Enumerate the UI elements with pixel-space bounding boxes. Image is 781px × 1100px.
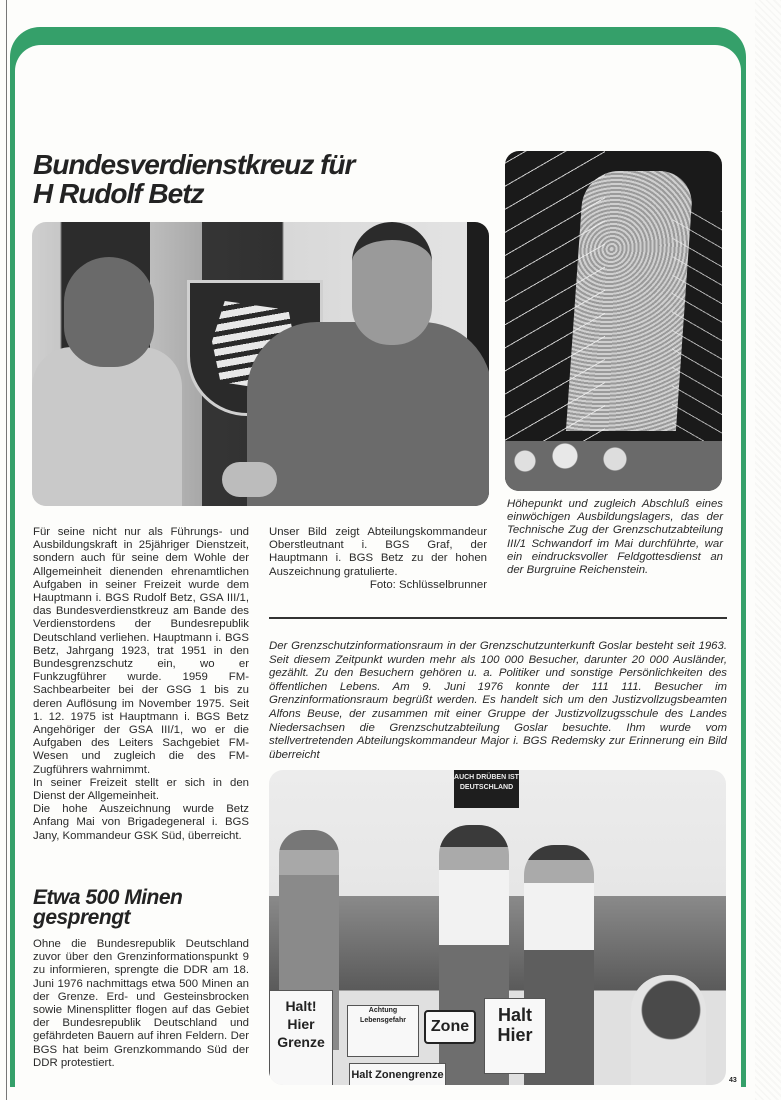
- mines-headline: Etwa 500 Minen gesprengt: [33, 886, 183, 929]
- castle-ruin-tower-photo: [505, 151, 722, 491]
- sign-auch-drueben: AUCH DRÜBEN IST DEUTSCHLAND: [454, 770, 519, 808]
- border-exhibit-photo: [269, 770, 726, 1085]
- binding-edge: [6, 0, 7, 1100]
- page-number: 43: [729, 1077, 737, 1084]
- article-headline: Bundesverdienstkreuz für H Rudolf Betz: [33, 149, 355, 209]
- frame-right-bar: [741, 57, 746, 1087]
- mines-article-text: Ohne die Bundesrepublik Deutschland zuvor über den Grenzinformationspunkt 9 zu informieren, sprengte die DDR am 18. Juni 1976 nachmittags etwa 500 Minen an der Grenze. Erd- und Gesteinsbrocken sowie Minensplitter flogen auf das Gebiet der Bundesrepublik Deutschland und gefährdeten Bauern auf ihren Feldern. Der BGS hat beim Grenzkommando Süd der DDR protestiert.: [33, 938, 249, 1069]
- sign-halt-hier-grenze: Halt! Hier Grenze: [269, 990, 333, 1085]
- sign-achtung: Achtung Lebensgefahr: [347, 1005, 419, 1057]
- tower-photo-caption: Höhepunkt und zugleich Abschluß eines einwöchigen Ausbildungslagers, das der Technische Zug der Grenzschutzabteilung III/1 Schwandorf im Mai durchführte, war ein eindrucksvoller Feldgottesdienst an der Burgruine Reichenstein.: [507, 498, 723, 577]
- sign-halt-zonengrenze: Halt Zonengrenze: [349, 1063, 446, 1085]
- adjacent-page-edge: [755, 0, 781, 1100]
- photo-caption: Unser Bild zeigt Abteilungskommandeur Oberstleutnant i. BGS Graf, der Hauptmann i. BGS Betz zu der hohen Auszeichnung gratulierte. Foto: Schlüsselbrunner: [269, 526, 487, 591]
- article-body-column-1: Für seine nicht nur als Führungs- und Ausbildungskraft in 25jähriger Dienstzeit, sondern auch für seine dem Wohle der Allgemeinheit dienenden ehrenamtlichen Aufgaben in seiner Freizeit wurde dem Hauptmann i. BGS Rudolf Betz, GSA III/1, das Bundesverdienstkreuz am Bande des Verdienstordens der Bundesrepublik Deutschland verliehen. Hauptmann i. BGS Betz, Jahrgang 1923, trat 1951 in den Bundesgrenzschutz ein, wo er Funkzugführer wurde. 1959 FM-Sachbearbeiter bei der GSG 1 bis zu deren Auflösung im November 1975. Seit 1. 12. 1975 ist Hauptmann i. BGS Betz Angehöriger der GSA III/1, wo er die Aufgaben des Leiters Sachgebiet FM-Wesen und zugleich die des FM-Zugführers wahrnimmt. In seiner Freizeit stellt er sich in den Dienst der Allgemeinheit. Die hohe Auszeichnung wurde Betz Anfang Mai von Brigadegeneral i. BGS Jany, Kommandeur GSK Süd, überreicht.: [33, 526, 249, 842]
- handshake: [222, 462, 277, 497]
- award-handshake-photo: [32, 222, 489, 506]
- frame-left-bar: [10, 57, 15, 1087]
- goslar-article-text: Der Grenzschutzinformationsraum in der Grenzschutzunterkunft Goslar besteht seit 1963. Seit diesem Zeitpunkt wurden mehr als 100 000 Besucher, darunter 20 000 Ausländer, gezählt. Zu den Besuchern gehören u. a. Politiker und sonstige Persönlichkeiten des öffentlichen Lebens. Am 9. Juni 1976 konnte der 111 111. Besucher im Grenzinformationsraum begrüßt werden. Es handelt sich um den Justizvollzugsbeamten Alfons Beuse, der zusammen mit einer Gruppe der Justizvollzugsschule des Landes Niedersachsen die Grenzschutzabteilung Goslar besuchte. Ihm wurde vom stellvertretenden Abteilungskommandeur Major i. BGS Redemsky zur Erinnerung ein Bild überreicht: [269, 640, 727, 761]
- sign-halt-hier: Halt Hier: [484, 998, 546, 1074]
- sign-zone: Zone: [424, 1010, 476, 1044]
- photo-credit: Foto: Schlüsselbrunner: [369, 578, 487, 591]
- section-divider: [269, 617, 727, 619]
